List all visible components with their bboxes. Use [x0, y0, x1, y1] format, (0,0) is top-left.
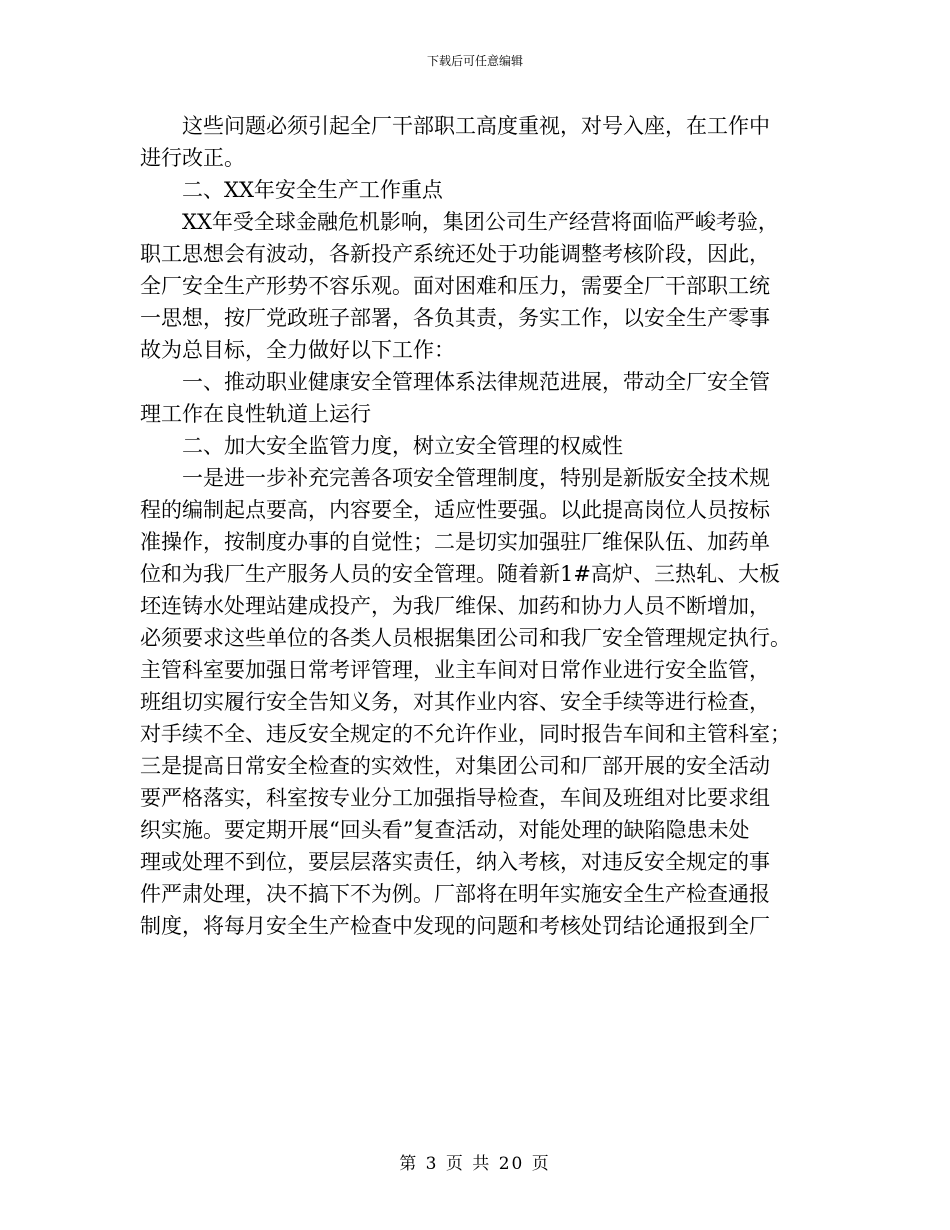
body-line: XX年受全球金融危机影响，集团公司生产经营将面临严峻考验， [140, 210, 779, 234]
document-body [140, 110, 805, 942]
body-line: 坯连铸水处理站建成投产，为我厂维保、加药和协力人员不断增加， [140, 594, 770, 618]
body-line: 班组切实履行安全告知义务，对其作业内容、安全手续等进行检查， [140, 690, 770, 714]
body-line: 全厂安全生产形势不容乐观。面对困难和压力，需要全厂干部职工统 [140, 274, 770, 298]
body-line: 职工思想会有波动，各新投产系统还处于功能调整考核阶段，因此， [140, 242, 770, 266]
body-line: 要严格落实，科室按专业分工加强指导检查，车间及班组对比要求组 [140, 786, 770, 810]
body-line: 程的编制起点要高，内容要全，适应性要强。以此提高岗位人员按标 [140, 498, 770, 522]
section-heading: 一、推动职业健康安全管理体系法律规范进展，带动全厂安全管 [140, 370, 770, 394]
body-line: 一思想，按厂党政班子部署，各负其责，务实工作，以安全生产零事 [140, 306, 770, 330]
body-line: 对手续不全、违反安全规定的不允许作业，同时报告车间和主管科室； [140, 722, 791, 746]
body-line: 制度，将每月安全生产检查中发现的问题和考核处罚结论通报到全厂 [140, 914, 770, 938]
body-line: 一是进一步补充完善各项安全管理制度，特别是新版安全技术规 [140, 466, 770, 490]
page-number-footer: 第 3 页 共 20 页 [399, 1154, 551, 1174]
section-heading: 二、加大安全监管力度，树立安全管理的权威性 [140, 434, 623, 458]
page-header: 下载后可任意编辑 [426, 54, 523, 68]
body-line: 织实施。要定期开展“回头看”复查活动，对能处理的缺陷隐患未处 [140, 818, 750, 842]
body-line: 主管科室要加强日常考评管理，业主车间对日常作业进行安全监管， [140, 658, 770, 682]
body-line: 三是提高日常安全检查的实效性，对集团公司和厂部开展的安全活动 [140, 754, 770, 778]
body-line: 故为总目标，全力做好以下工作： [140, 338, 455, 362]
body-line: 必须要求这些单位的各类人员根据集团公司和我厂安全管理规定执行。 [140, 626, 791, 650]
section-heading: 二、XX年安全生产工作重点 [140, 178, 443, 202]
body-line: 理或处理不到位，要层层落实责任，纳入考核，对违反安全规定的事 [140, 850, 770, 874]
body-line: 件严肃处理，决不搞下不为例。厂部将在明年实施安全生产检查通报 [140, 882, 770, 906]
body-line: 理工作在良性轨道上运行 [140, 402, 371, 426]
body-line: 这些问题必须引起全厂干部职工高度重视，对号入座，在工作中 [140, 114, 770, 138]
body-line: 进行改正。 [140, 146, 245, 170]
body-line: 位和为我厂生产服务人员的安全管理。随着新1#高炉、三热轧、大板 [140, 562, 780, 586]
body-line: 准操作，按制度办事的自觉性；二是切实加强驻厂维保队伍、加药单 [140, 530, 770, 554]
